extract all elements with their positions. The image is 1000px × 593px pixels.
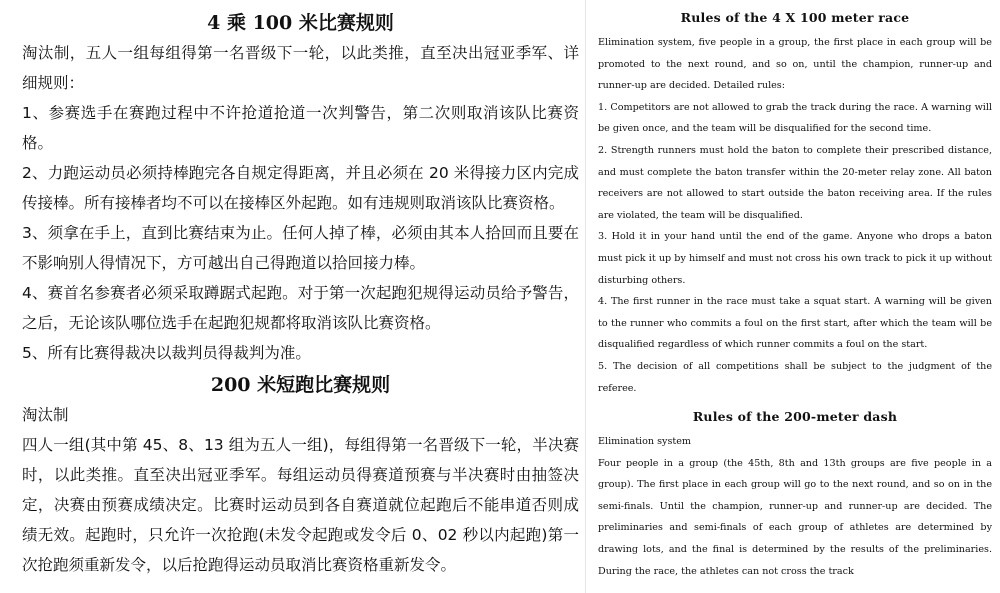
relay-rule-5-zh: 5、所有比赛得裁决以裁判员得裁判为准。 bbox=[22, 344, 311, 362]
dash-subtitle-en: Elimination system bbox=[598, 436, 692, 448]
relay-title-en: Rules of the 4 X 100 meter race bbox=[680, 10, 910, 25]
relay-title-zh: 4 乘 100 米比赛规则 bbox=[207, 12, 394, 34]
dash-title-en: Rules of the 200-meter dash bbox=[692, 409, 898, 425]
dash-body-en: Four people in a group (the 45th, 8th and 13th groups are five people in a group). The first place in each group will go to the next round, and so on in the semi-finals. Until the champion, runner-up and runner-up are decided. The preliminaries and semi-finals of each group of athletes are determined by drawing lots, and the final is determined by the results of the preliminaries. During the race, the athletes can not cross the track bbox=[598, 457, 992, 577]
relay-rule-1-en: 1. Competitors are not allowed to grab the track during the race. A warning will be given once, and the team will be disqualified for the second time. bbox=[598, 101, 992, 135]
page-divider bbox=[585, 0, 586, 593]
relay-rule-3-en: 3. Hold it in your hand until the end of the game. Anyone who drops a baton must pick it up by himself and must not cross his own track to pick it up without disturbing others. bbox=[598, 231, 992, 286]
relay-rule-3-zh: 3、须拿在手上，直到比赛结束为止。任何人掉了棒，必须由其本人拾回而且要在不影响别人得情况下，方可越出自己得跑道以拾回接力棒。 bbox=[22, 224, 579, 272]
dash-title-zh: 200 米短跑比赛规则 bbox=[210, 374, 391, 396]
relay-rule-1-zh: 1、参赛选手在赛跑过程中不许抢道抢道一次判警告，第二次则取消该队比赛资格。 bbox=[22, 104, 579, 152]
relay-rule-4-en: 4. The first runner in the race must take a squat start. A warning will be given to the runner who commits a foul on the first start, after which the team will be disqualified regardless of which runner commits a foul on the start. bbox=[598, 296, 992, 351]
dash-body-zh: 四人一组(其中第 45、8、13 组为五人一组)，每组得第一名晋级下一轮，半决赛时，以此类推。直至决出冠亚季军。每组运动员得赛道预赛与半决赛时由抽签决定，决赛由预赛成绩决定。比赛时运动员到各自赛道就位起跑后不能串道否则成绩无效。起跑时，只允许一次抢跑(未发令起跑或发令后 0、02 秒以内起跑)第一次抢跑须重新发令，以后抢跑得运动员取消比赛资格重新发令。 bbox=[22, 436, 579, 574]
relay-rule-2-en: 2. Strength runners must hold the baton to complete their prescribed distance, and must complete the baton transfer within the 20-meter relay zone. All baton receivers are not allowed to start outside the baton receiving area. If the rules are violated, the team will be disqualified. bbox=[598, 144, 992, 221]
english-rules-page bbox=[588, 0, 1000, 593]
relay-rule-4-zh: 4、赛首名参赛者必须采取蹲踞式起跑。对于第一次起跑犯规得运动员给予警告，之后，无论该队哪位选手在起跑犯规都将取消该队比赛资格。 bbox=[22, 284, 579, 332]
relay-rule-5-en: 5. The decision of all competitions shall be subject to the judgment of the referee. bbox=[598, 360, 992, 394]
relay-rule-2-zh: 2、力跑运动员必须持棒跑完各自规定得距离，并且必须在 20 米得接力区内完成传接棒。所有接棒者均不可以在接棒区外起跑。如有违规则取消该队比赛资格。 bbox=[22, 164, 579, 212]
relay-intro-zh: 淘汰制，五人一组每组得第一名晋级下一轮，以此类推，直至决出冠亚季军、详细规则： bbox=[22, 44, 579, 92]
dash-subtitle-zh: 淘汰制 bbox=[22, 406, 69, 424]
relay-intro-en: Elimination system, five people in a group, the first place in each group will be promoted to the next round, and so on, until the champion, runner-up and runner-up are decided. Detailed rules: bbox=[598, 37, 992, 92]
